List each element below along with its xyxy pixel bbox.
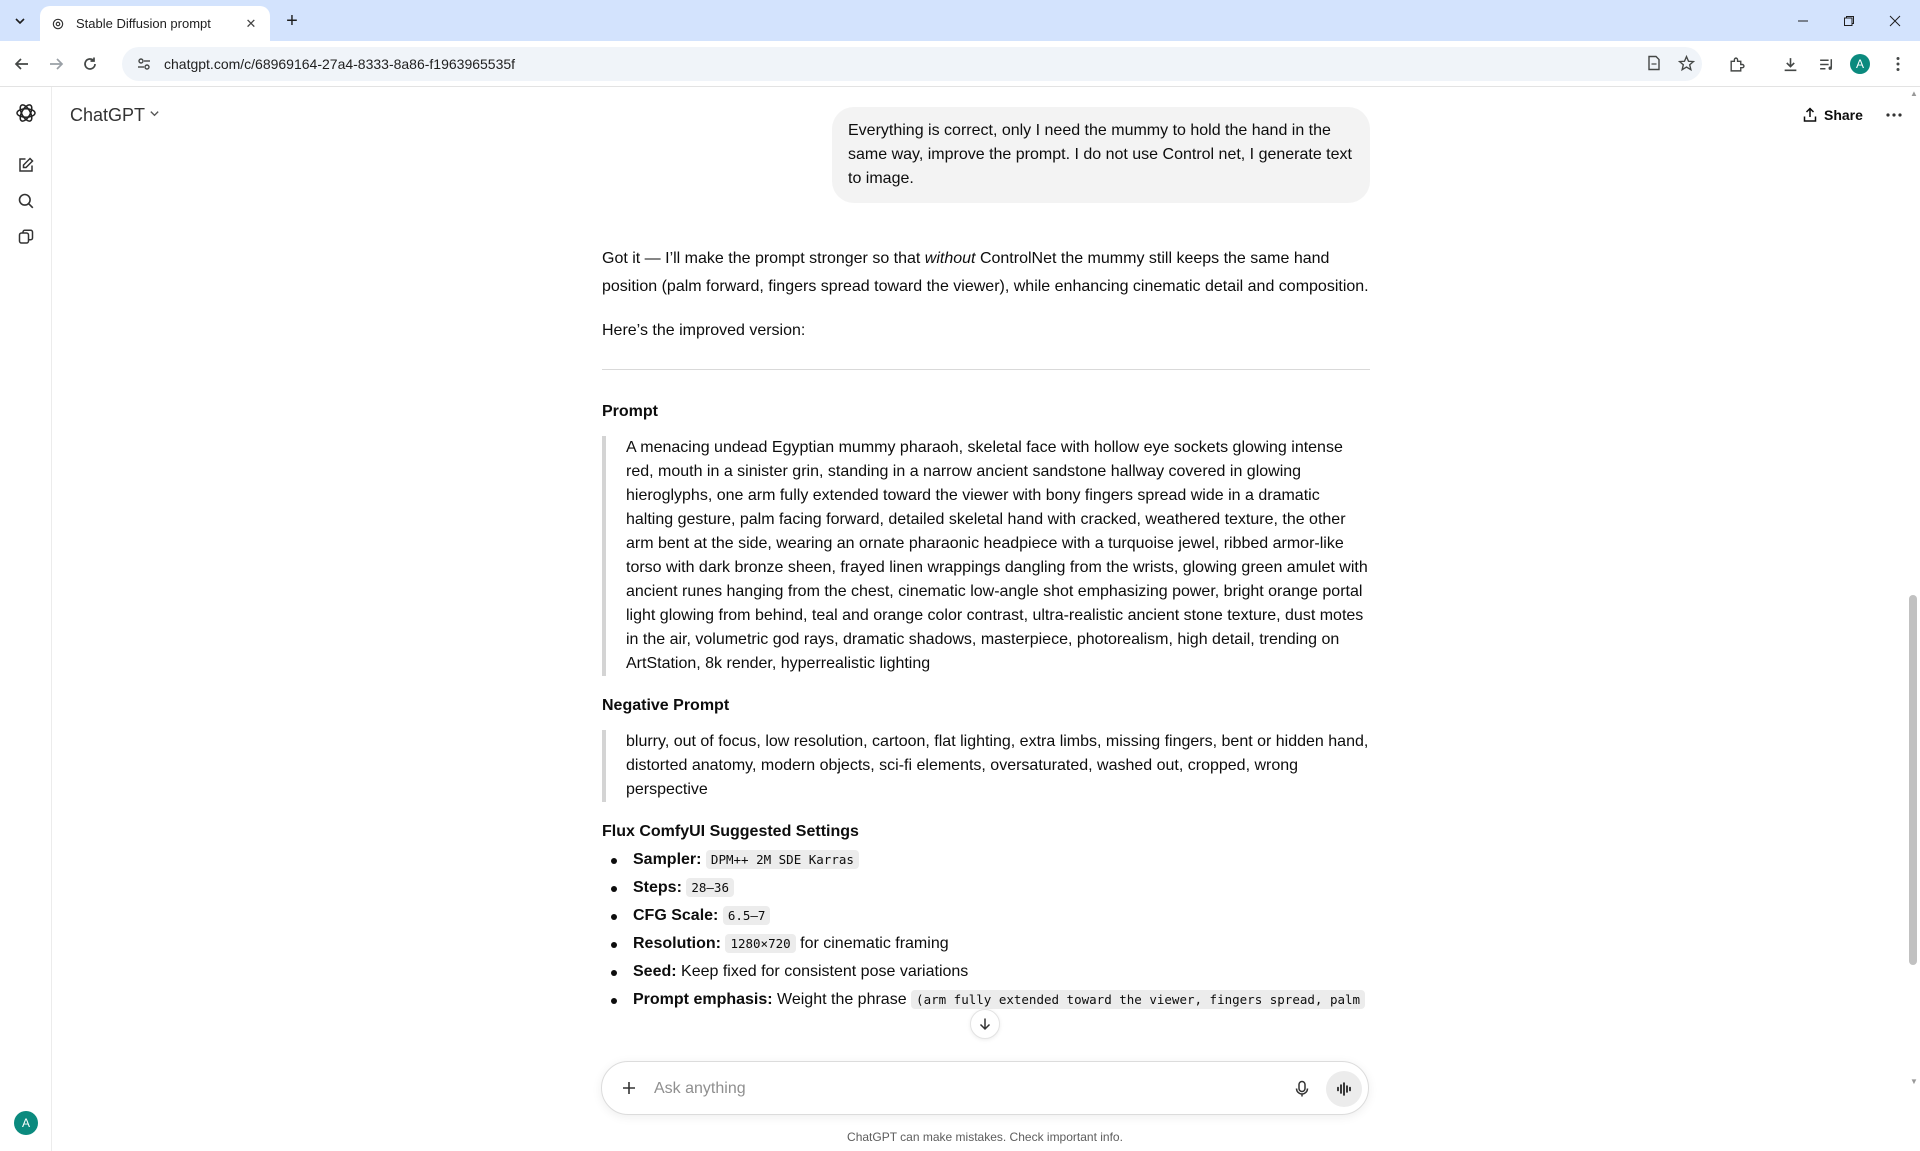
list-item: Sampler: DPM++ 2M SDE Karras: [602, 848, 1370, 872]
user-avatar[interactable]: A: [14, 1111, 38, 1135]
user-message: Everything is correct, only I need the mummy to hold the hand in the same way, improve the prompt. I do not use Control net, I generate text to image.: [832, 107, 1370, 203]
openai-logo-icon[interactable]: [12, 99, 40, 127]
prompt-blockquote: A menacing undead Egyptian mummy pharaoh, skeletal face with hollow eye sockets glowing intense red, mouth in a sinister grin, standing in a narrow ancient sandstone hallway covered in glowing hieroglyphs, one arm fully extended toward the viewer with bony fingers spread wide in a dramatic halting gesture, palm facing forward, detailed skeletal hand with cracked, weathered texture, the other arm bent at the side, wearing an ornate pharaonic headpiece with a turquoise jewel, ribbed armor-like torso with dark bronze sheen, frayed linen wrappings dangling from the wrists, glowing green amulet with ancient runes hanging from the chest, cinematic low-angle shot emphasizing power, bright orange portal light glowing from behind, teal and orange color contrast, ultra-realistic ancient stone texture, dust motes in the air, volumetric god rays, dramatic shadows, masterpiece, photorealism, high detail, trending on ArtStation, 8k render, hyperrealistic lighting: [602, 436, 1370, 676]
back-arrow-icon[interactable]: [8, 50, 36, 78]
ask-input[interactable]: [654, 1076, 1254, 1102]
model-name: ChatGPT: [70, 104, 146, 125]
chevron-down-icon: [149, 108, 160, 122]
list-item: CFG Scale: 6.5–7: [602, 904, 1370, 928]
share-button[interactable]: [1794, 99, 1871, 131]
browser-tabstrip: [0, 0, 1920, 41]
settings-list: [602, 848, 1370, 1012]
composer: [601, 1061, 1369, 1115]
library-icon[interactable]: [12, 223, 40, 251]
tab-search-chevron-icon[interactable]: [8, 9, 32, 33]
minimize-window-icon[interactable]: [1780, 0, 1826, 41]
list-item: Steps: 28–36: [602, 876, 1370, 900]
negative-prompt-heading: Negative Prompt: [602, 697, 730, 714]
page-info-icon[interactable]: [1640, 49, 1668, 77]
url-text: chatgpt.com/c/68969164-27a4-8333-8a86-f1963965535f: [164, 56, 516, 72]
share-icon: [1802, 107, 1818, 123]
media-controls-icon[interactable]: [1812, 50, 1840, 78]
settings-heading: Flux ComfyUI Suggested Settings: [602, 823, 859, 840]
browser-menu-icon[interactable]: [1884, 50, 1912, 78]
bookmark-star-icon[interactable]: [1672, 49, 1700, 77]
prompt-heading: Prompt: [602, 403, 658, 420]
extensions-puzzle-icon[interactable]: [1722, 50, 1750, 78]
list-item: Resolution: 1280×720 for cinematic framing: [602, 932, 1370, 956]
divider: [602, 369, 1370, 370]
close-tab-icon[interactable]: ✕: [245, 15, 257, 31]
search-icon[interactable]: [12, 187, 40, 215]
close-window-icon[interactable]: [1872, 0, 1918, 41]
downloads-icon[interactable]: [1776, 50, 1804, 78]
reload-icon[interactable]: [76, 50, 104, 78]
sidebar-rail: [0, 87, 52, 1151]
more-options-icon[interactable]: [1880, 101, 1908, 129]
conversation-thread: [600, 87, 1370, 1057]
voice-mode-icon[interactable]: [1326, 1071, 1362, 1107]
scroll-down-arrow-icon[interactable]: ▼: [1910, 1077, 1918, 1086]
disclaimer-text: ChatGPT can make mistakes. Check important info.: [847, 1130, 1123, 1144]
arrow-down-icon: [978, 1017, 992, 1031]
restore-window-icon[interactable]: [1826, 0, 1872, 41]
model-switcher[interactable]: [64, 99, 166, 131]
add-attachment-icon[interactable]: [616, 1075, 642, 1101]
scroll-up-arrow-icon[interactable]: ▲: [1910, 89, 1918, 98]
browser-toolbar: [0, 41, 1920, 87]
improved-version-label: Here’s the improved version:: [602, 322, 806, 339]
list-item: Seed: Keep fixed for consistent pose variations: [602, 960, 1370, 984]
new-tab-button[interactable]: +: [286, 9, 298, 32]
site-info-icon[interactable]: [134, 54, 154, 74]
forward-arrow-icon[interactable]: [42, 50, 70, 78]
assistant-intro: Got it — I’ll make the prompt stronger so that without ControlNet the mummy still keeps the same hand position (palm forward, fingers spread toward the viewer), while enhancing cinematic detail and composition.: [602, 250, 1369, 295]
chatgpt-app: [0, 87, 1920, 1151]
scrollbar-thumb[interactable]: [1909, 595, 1917, 965]
list-item: Prompt emphasis: Weight the phrase (arm fully extended toward the viewer, fingers spread, palm: [602, 988, 1370, 1012]
share-label: Share: [1824, 107, 1863, 123]
microphone-icon[interactable]: [1288, 1075, 1316, 1103]
browser-tab-active[interactable]: [40, 6, 270, 41]
tab-title: Stable Diffusion prompt: [76, 16, 211, 31]
address-bar[interactable]: [122, 47, 1702, 81]
assistant-message: [602, 245, 1370, 1016]
new-chat-icon[interactable]: [12, 151, 40, 179]
negative-prompt-blockquote: blurry, out of focus, low resolution, cartoon, flat lighting, extra limbs, missing fingers, bent or hidden hand, distorted anatomy, modern objects, sci-fi elements, oversaturated, washed out, cropped, wrong perspective: [602, 730, 1370, 802]
scroll-to-bottom-button[interactable]: [970, 1009, 1000, 1039]
openai-logo-icon: [50, 16, 66, 32]
profile-avatar[interactable]: A: [1846, 50, 1874, 78]
